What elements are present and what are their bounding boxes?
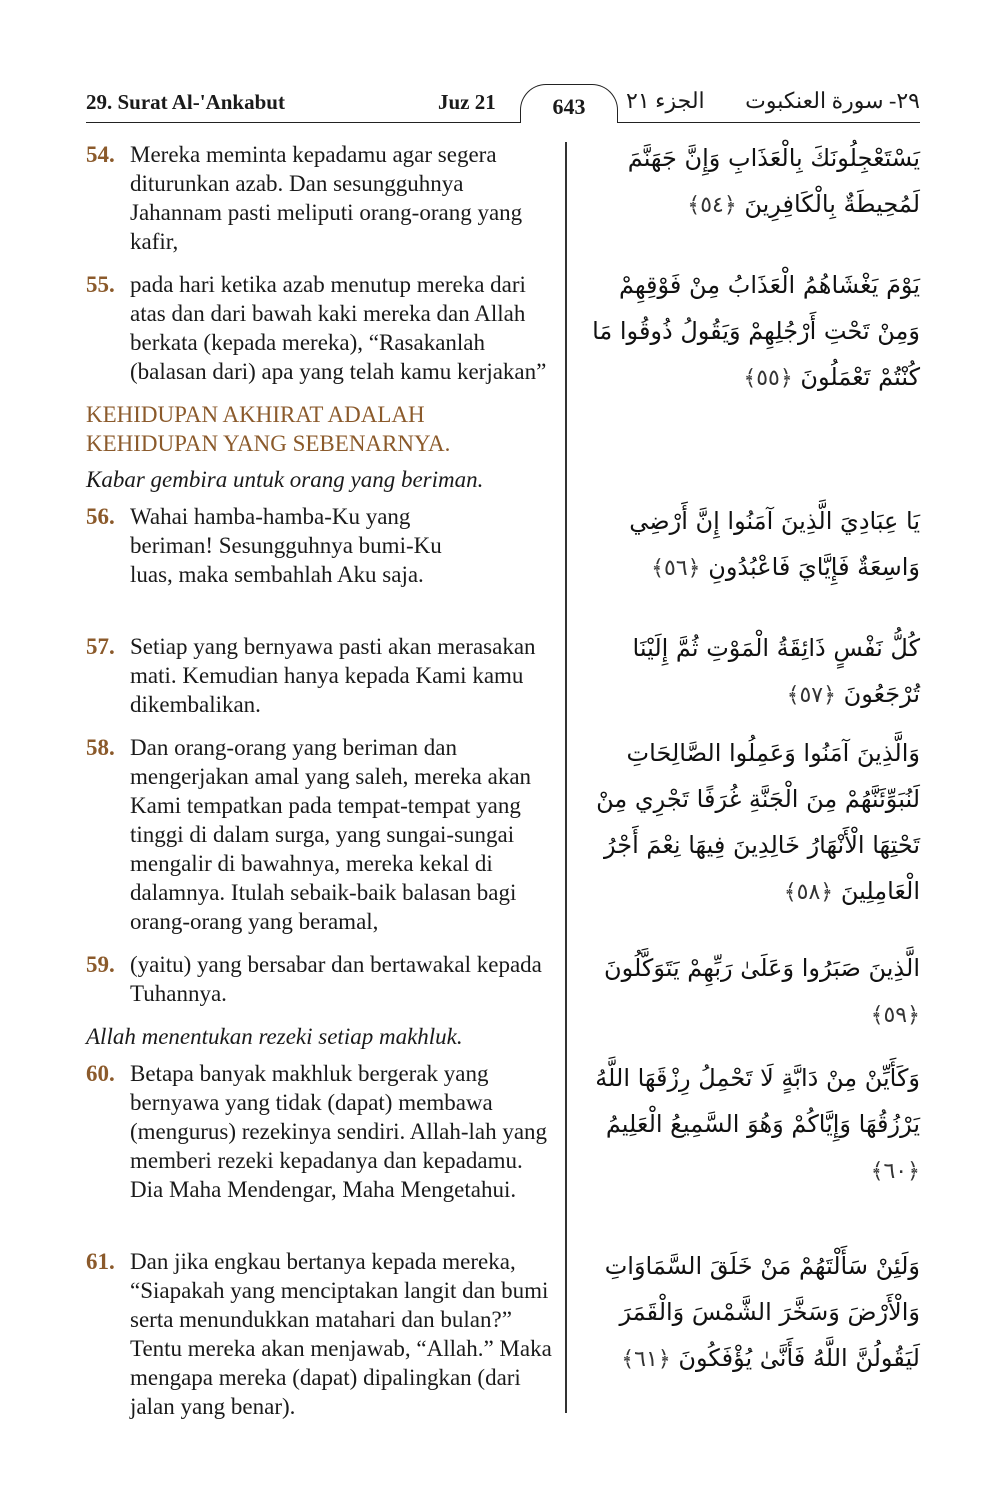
translation-text: (yaitu) yang bersabar dan bertawakal kepada Tuhannya. — [130, 952, 542, 1006]
ayah-end-marker: ﴿٥٨﴾ — [783, 880, 834, 905]
surah-title-latin: 29. Surat Al-'Ankabut — [86, 90, 285, 114]
verse-arabic-60 — [580, 1055, 920, 1195]
arabic-text: يَوْمَ يَغْشَاهُمُ الْعَذَابُ مِنْ فَوْقِهِمْ وَمِنْ تَحْتِ أَرْجُلِهِمْ وَيَقُولُ ذُوقُوا مَا كُنْتُمْ تَعْمَلُونَ — [592, 271, 920, 391]
translation-text: pada hari ketika azab menutup mereka dari atas dan dari bawah kaki mereka dan Allah berkata (kepada mereka), “Rasakanlah (balasan dari) apa yang telah kamu kerjakan” — [130, 272, 547, 384]
ayah-end-marker: ﴿٥٩﴾ — [870, 1003, 920, 1028]
ayah-end-marker: ﴿٥٦﴾ — [651, 556, 701, 581]
translation-text: Mereka meminta kepadamu agar segera diturunkan azab. Dan sesungguhnya Jahannam pasti meliputi orang-orang yang kafir, — [130, 142, 523, 254]
verse-translation-59 — [86, 950, 561, 1008]
verse-arabic-59 — [580, 945, 920, 1039]
translation-text: Wahai hamba-hamba-Ku yang beriman! Sesungguhnya bumi-Ku luas, maka sembahlah Aku saja. — [130, 504, 442, 587]
arabic-text: يَا عِبَادِيَ الَّذِينَ آمَنُوا إِنَّ أَرْضِي وَاسِعَةٌ فَإِيَّايَ فَاعْبُدُونِ — [629, 507, 920, 581]
verse-translation-57 — [86, 632, 561, 719]
verse-arabic-58 — [580, 730, 920, 916]
ayah-end-marker: ﴿٦١﴾ — [621, 1347, 671, 1372]
verse-translation-55 — [86, 270, 561, 386]
arabic-text: الَّذِينَ صَبَرُوا وَعَلَىٰ رَبِّهِمْ يَتَوَكَّلُونَ — [603, 954, 920, 982]
verse-number: 58. — [86, 735, 115, 760]
verse-number: 59. — [86, 952, 115, 977]
page-header — [86, 84, 920, 124]
verse-arabic-55 — [580, 262, 920, 402]
verse-number: 56. — [86, 504, 115, 529]
column-divider — [565, 142, 567, 1413]
arabic-text: وَلَئِنْ سَأَلْتَهُمْ مَنْ خَلَقَ السَّمَاوَاتِ وَالْأَرْضَ وَسَخَّرَ الشَّمْسَ وَالْقَمَرَ لَيَقُولُنَّ اللَّهُ فَأَنَّىٰ يُؤْفَكُونَ — [604, 1252, 920, 1372]
page-number: 643 — [520, 84, 618, 123]
verse-translation-54 — [86, 140, 561, 256]
translation-text: Dan orang-orang yang beriman dan mengerjakan amal yang saleh, mereka akan Kami tempatkan pada tempat-tempat yang tinggi di dalam surga, yang sungai-sungai mengalir di bawahnya, mereka kekal di dalamnya. Itulah sebaik-baik balasan bagi orang-orang yang beramal, — [130, 735, 532, 934]
arabic-text: يَسْتَعْجِلُونَكَ بِالْعَذَابِ وَإِنَّ جَهَنَّمَ لَمُحِيطَةٌ بِالْكَافِرِينَ — [627, 144, 920, 218]
verse-number: 54. — [86, 142, 115, 167]
verse-arabic-61 — [580, 1243, 920, 1383]
translation-text: Betapa banyak makhluk bergerak yang bernyawa yang tidak (dapat) membawa (mengurus) rezekinya sendiri. Allah-lah yang memberi rezeki kepadanya dan kepadamu. Dia Maha Mendengar, Maha Mengetahui. — [130, 1061, 548, 1202]
verse-translation-56 — [86, 502, 486, 589]
verse-arabic-54 — [580, 135, 920, 229]
verse-arabic-57 — [580, 625, 920, 719]
verse-number: 57. — [86, 634, 115, 659]
verse-arabic-56 — [580, 498, 920, 592]
arabic-text: وَالَّذِينَ آمَنُوا وَعَمِلُوا الصَّالِحَاتِ لَنُبَوِّئَنَّهُمْ مِنَ الْجَنَّةِ غُرَفًا تَجْرِي مِنْ تَحْتِهَا الْأَنْهَارُ خَالِدِينَ فِيهَا نِعْمَ أَجْرُ الْعَامِلِينَ — [596, 739, 920, 905]
surah-title-arabic: ٢٩- سورة العنكبوت — [745, 88, 920, 113]
header-rule — [86, 122, 920, 123]
ayah-end-marker: ﴿٥٧﴾ — [786, 683, 836, 708]
arabic-text: وَكَأَيِّنْ مِنْ دَابَّةٍ لَا تَحْمِلُ رِزْقَهَا اللَّهُ يَرْزُقُهَا وَإِيَّاكُمْ وَهُوَ السَّمِيعُ الْعَلِيمُ — [595, 1064, 920, 1138]
verse-translation-60 — [86, 1059, 561, 1204]
translation-text: Dan jika engkau bertanya kepada mereka, “Siapakah yang menciptakan langit dan bumi serta menundukkan matahari dan bulan?” Tentu mereka akan menjawab, “Allah.” Maka mengapa mereka (dapat) dipalingkan (dari jalan yang benar). — [130, 1249, 552, 1419]
verse-number: 61. — [86, 1249, 115, 1274]
ayah-end-marker: ﴿٥٥﴾ — [743, 366, 793, 391]
juz-label-arabic: الجزء ٢١ — [626, 88, 705, 113]
verse-translation-61 — [86, 1247, 561, 1421]
translation-text: Setiap yang bernyawa pasti akan merasakan mati. Kemudian hanya kepada Kami kamu dikembalikan. — [130, 634, 536, 717]
section-heading-line2: KEHIDUPAN YANG SEBENARNYA. — [86, 431, 451, 456]
ayah-end-marker: ﴿٥٤﴾ — [687, 193, 737, 218]
ayah-end-marker: ﴿٦٠﴾ — [870, 1159, 920, 1184]
section-heading-line1: KEHIDUPAN AKHIRAT ADALAH — [86, 402, 425, 427]
verse-number: 55. — [86, 272, 115, 297]
arabic-text: كُلُّ نَفْسٍ ذَائِقَةُ الْمَوْتِ ثُمَّ إِلَيْنَا تُرْجَعُونَ — [632, 634, 920, 708]
subheading-provision: Allah menentukan rezeki setiap makhluk. — [86, 1024, 463, 1049]
subheading-believers: Kabar gembira untuk orang yang beriman. — [86, 467, 484, 492]
verse-number: 60. — [86, 1061, 115, 1086]
juz-label-latin: Juz 21 — [438, 90, 496, 114]
section-heading — [86, 400, 556, 458]
verse-translation-58 — [86, 733, 561, 936]
